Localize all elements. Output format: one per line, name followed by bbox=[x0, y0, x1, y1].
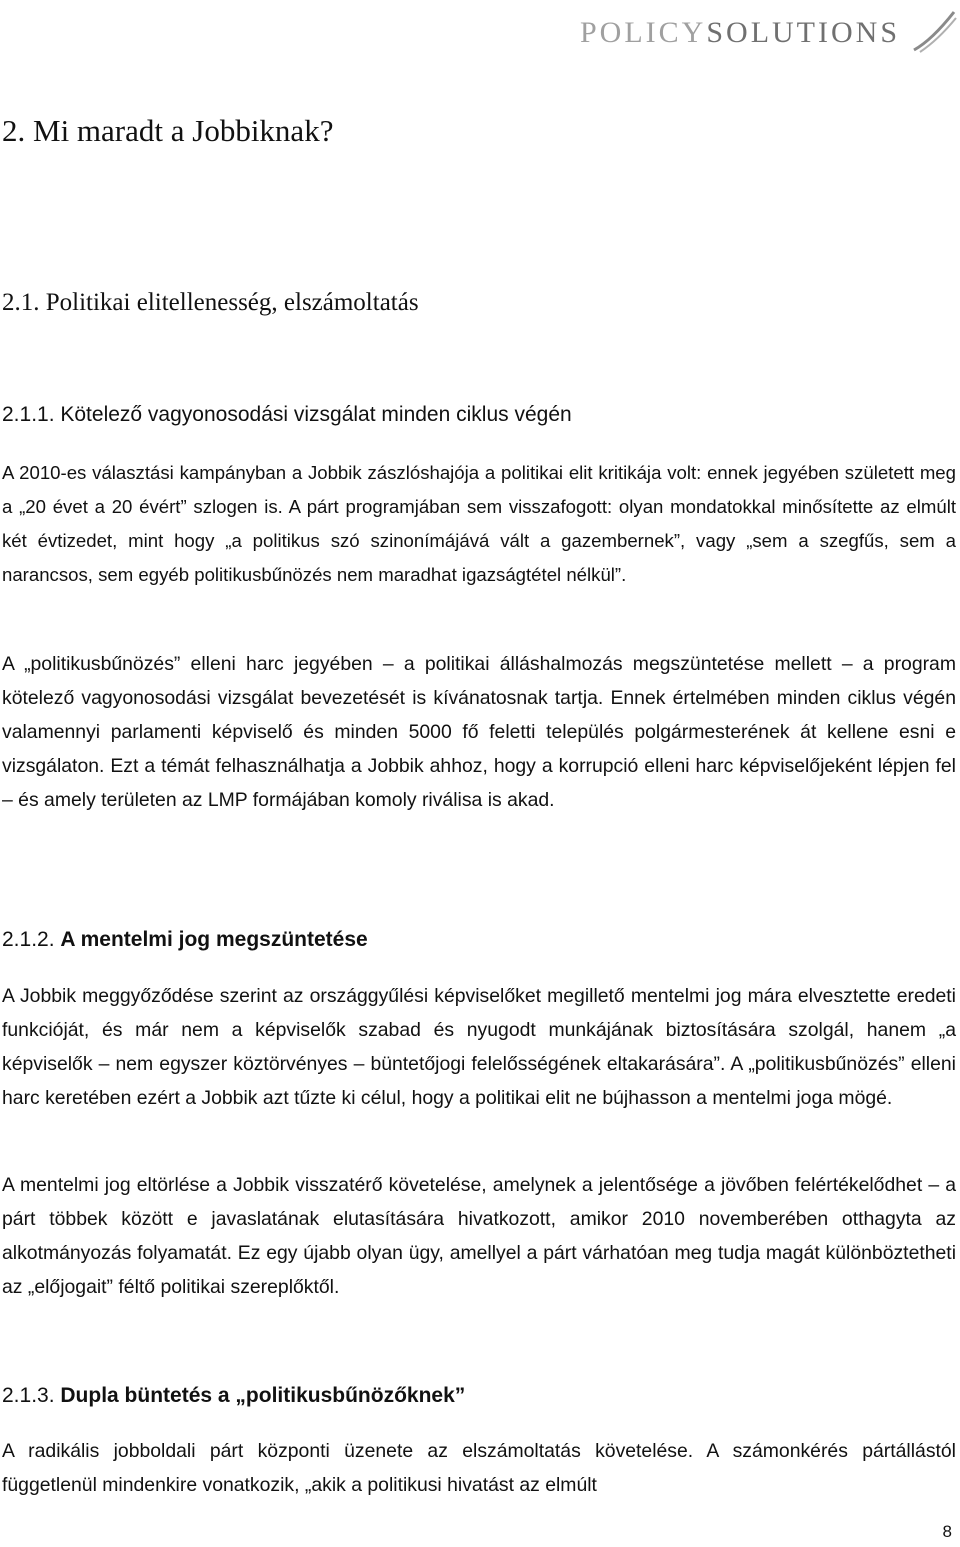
logo-wordmark bbox=[580, 16, 900, 50]
section1-paragraph-1: A 2010-es választási kampányban a Jobbik zászlóshajója a politikai elit kritikája volt: ennek jegyében született meg a „20 évet a 20 évért” szlogen is. A párt programjában sem visszafogott: olyan mondatokkal minősítette az elmúlt két évtizedet, mint hogy „a politikus szó szinonímájává vált a gazembernek”, vagy „sem a szegfűs, sem a narancsos, sem egyéb politikusbűnözés nem maradhat igazságtétel nélkül”. bbox=[2, 462, 956, 585]
section3-paragraph-1: A radikális jobboldali párt központi üzenete az elszámoltatás követelése. A számonkérés pártállástól függetlenül mindenkire vonatkozik, „akik a politikusi hivatást az elmúlt bbox=[2, 1440, 956, 1496]
section1-paragraph-2: A „politikusbűnözés” elleni harc jegyében – a politikai álláshalmozás megszüntetése mellett – a program kötelező vagyonosodási vizsgálat bevezetését is kívánatosnak tartja. Ennek értelmében minden ciklus végén valamennyi parlamenti képviselő és minden 5000 fő feletti település polgármesterének át kellene esni e vizsgálaton. Ezt a témát felhasználhatja a Jobbik ahhoz, hogy a korrupció elleni harc képviselőjeként lépjen fel – és amely területen az LMP formájában komoly riválisa is akad. bbox=[2, 653, 956, 811]
subsection-heading-3 bbox=[2, 1384, 465, 1408]
subsection-number-2: 2.1.2. bbox=[2, 928, 55, 951]
page-number: 8 bbox=[942, 1522, 952, 1541]
subsection-number-3: 2.1.3. bbox=[2, 1384, 55, 1407]
logo-text-policy: POLICY bbox=[580, 16, 707, 49]
section2-paragraph-2: A mentelmi jog eltörlése a Jobbik visszatérő követelése, amelynek a jelentősége a jövőben felértékelődhet – a párt többek között e javaslatának elutasítására hivatkozott, amikor 2010 novemberében otthagyta az alkotmányozás folyamatát. Ez egy újabb olyan ügy, amellyel a párt várhatóan meg tudja magát különböztetheti az „előjogait” féltő politikai szereplőktől. bbox=[2, 1174, 956, 1298]
subsection-title-2: A mentelmi jog megszüntetése bbox=[60, 928, 368, 951]
section-heading: 2.1. Politikai elitellenesség, elszámoltatás bbox=[2, 289, 419, 316]
logo-swoosh-icon bbox=[910, 10, 958, 54]
section2-paragraph-1: A Jobbik meggyőződése szerint az országgyűlési képviselőket megillető mentelmi jog mára elvesztette eredeti funkcióját, és már nem a képviselők szabad és nyugodt munkájának biztosítására szolgál, hanem „a képviselők – nem egyszer köztörvényes – büntetőjogi felelősségének eltakarására”. A „politikusbűnözés” elleni harc keretében ezért a Jobbik azt tűzte ki célul, hogy a politikai elit ne bújhasson a mentelmi joga mögé. bbox=[2, 985, 956, 1109]
policysolutions-logo bbox=[580, 10, 960, 54]
chapter-heading: 2. Mi maradt a Jobbiknak? bbox=[2, 113, 334, 148]
subsection-title-3: Dupla büntetés a „politikusbűnözőknek” bbox=[60, 1384, 466, 1407]
subsection-heading-1: 2.1.1. Kötelező vagyonosodási vizsgálat minden ciklus végén bbox=[2, 403, 572, 426]
logo-text-solutions: SOLUTIONS bbox=[706, 16, 901, 49]
subsection-heading-2 bbox=[2, 928, 368, 952]
